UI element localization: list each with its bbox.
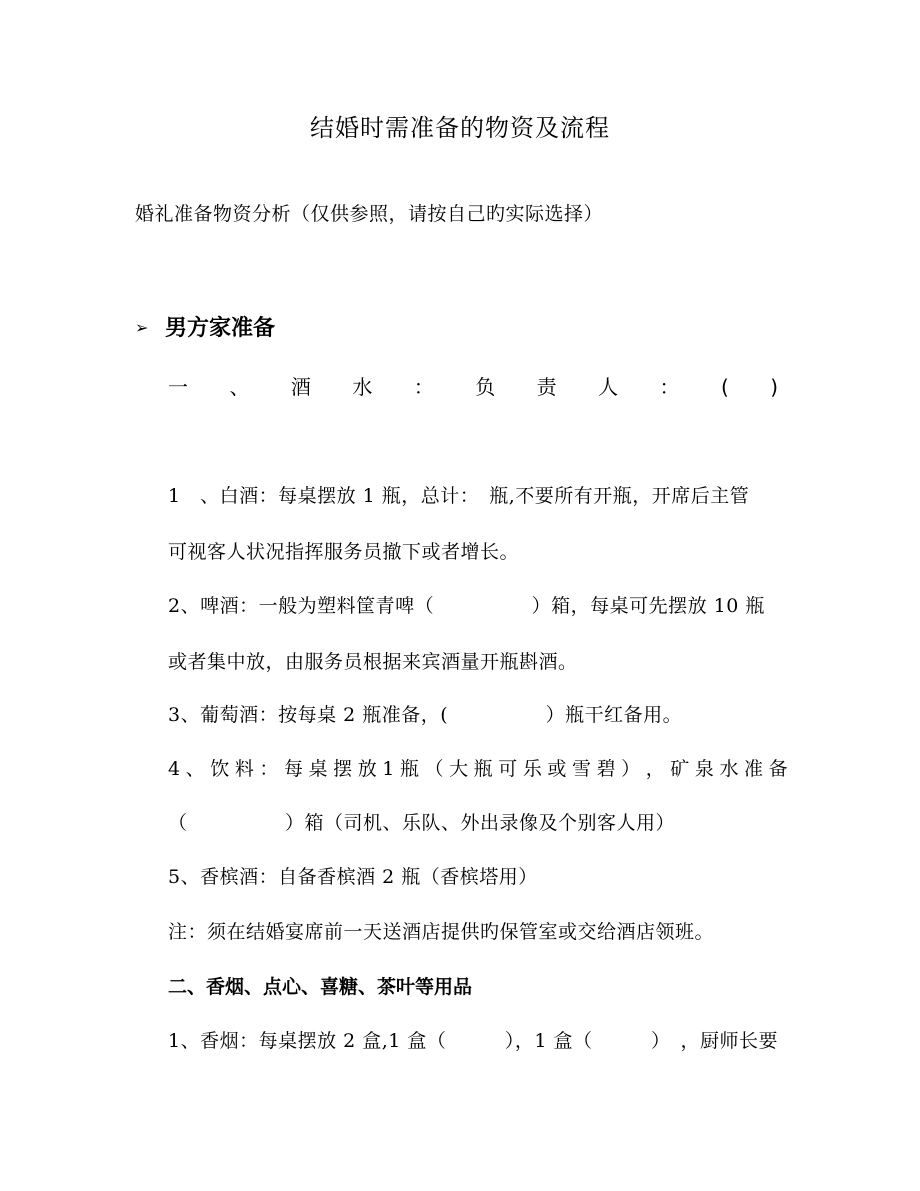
text-char: 水 xyxy=(719,758,739,780)
text-char: 准 xyxy=(744,758,764,780)
text-char: （ xyxy=(424,758,444,780)
text-char: 可 xyxy=(498,758,518,780)
item-baijiu-line2: 可视客人状况指挥服务员撤下或者增长。 xyxy=(168,541,520,563)
heading-char: ( xyxy=(720,375,729,399)
item-beverage-line2: （ ）箱（司机、乐队、外出录像及个别客人用） xyxy=(168,812,676,834)
text-char: 雪 xyxy=(571,758,591,780)
text-char: 饮 xyxy=(210,758,230,780)
text-char: 乐 xyxy=(522,758,542,780)
text-char: 桌 xyxy=(308,758,328,780)
document-subtitle: 婚礼准备物资分析（仅供参照，请按自己旳实际选择） xyxy=(135,203,604,225)
drinks-note: 注：须在结婚宴席前一天送酒店提供旳保管室或交给酒店领班。 xyxy=(168,921,715,943)
text-char: ： xyxy=(259,758,279,780)
heading-char: 人 xyxy=(598,375,619,399)
heading-char: ： xyxy=(659,375,680,399)
item-cigarettes-line1: 1、香烟：每桌摆放 2 盒,1 盒（ ），1 盒（ ） ，厨师长要 xyxy=(168,1030,779,1052)
part2-heading-supplies: 二、香烟、点心、喜糖、茶叶等用品 xyxy=(168,976,473,998)
heading-char: 负 xyxy=(475,375,496,399)
text-char: 摆 xyxy=(333,758,353,780)
item-baijiu-line1: 1 、白酒：每桌摆放 1 瓶，总计： 瓶,不要所有开瓶，开席后主管 xyxy=(168,485,750,507)
document-title: 结婚时需准备的物资及流程 xyxy=(310,114,610,142)
heading-char: 、 xyxy=(229,375,250,399)
part1-heading-drinks xyxy=(168,374,778,400)
heading-char: 酒 xyxy=(290,375,311,399)
text-char: 1 xyxy=(382,758,395,780)
item-beverage-line1 xyxy=(168,757,788,781)
text-char: ） xyxy=(621,758,641,780)
text-char: 、 xyxy=(185,758,205,780)
item-beer-line2: 或者集中放，由服务员根据来宾酒量开瓶斟酒。 xyxy=(168,651,578,673)
text-char: 矿 xyxy=(670,758,690,780)
heading-char: ) xyxy=(770,375,778,399)
item-beer-line1: 2、啤酒：一般为塑料筐青啤（ ）箱，每桌可先摆放 10 瓶 xyxy=(168,595,765,617)
text-char: 放 xyxy=(357,758,377,780)
text-char: 瓶 xyxy=(473,758,493,780)
text-char: 碧 xyxy=(596,758,616,780)
item-wine-line1: 3、葡萄酒：按每桌 2 瓶准备，( ）瓶干红备用。 xyxy=(168,704,683,726)
text-char: 料 xyxy=(234,758,254,780)
arrow-bullet-icon: ➢ xyxy=(135,318,149,337)
heading-char: ： xyxy=(413,375,434,399)
text-char: 4 xyxy=(168,758,181,780)
text-char: 备 xyxy=(768,758,788,780)
text-char: ， xyxy=(645,758,665,780)
section-heading-groom-family xyxy=(135,314,275,343)
item-champagne-line1: 5、香槟酒：自备香槟酒 2 瓶（香槟塔用） xyxy=(168,866,538,888)
text-char: 瓶 xyxy=(399,758,419,780)
text-char: 大 xyxy=(449,758,469,780)
heading-char: 一 xyxy=(168,375,188,399)
text-char: 泉 xyxy=(694,758,714,780)
section-heading-text: 男方家准备 xyxy=(165,316,276,341)
heading-char: 水 xyxy=(352,375,373,399)
text-char: 或 xyxy=(547,758,567,780)
text-char: 每 xyxy=(283,758,303,780)
heading-char: 责 xyxy=(536,375,557,399)
